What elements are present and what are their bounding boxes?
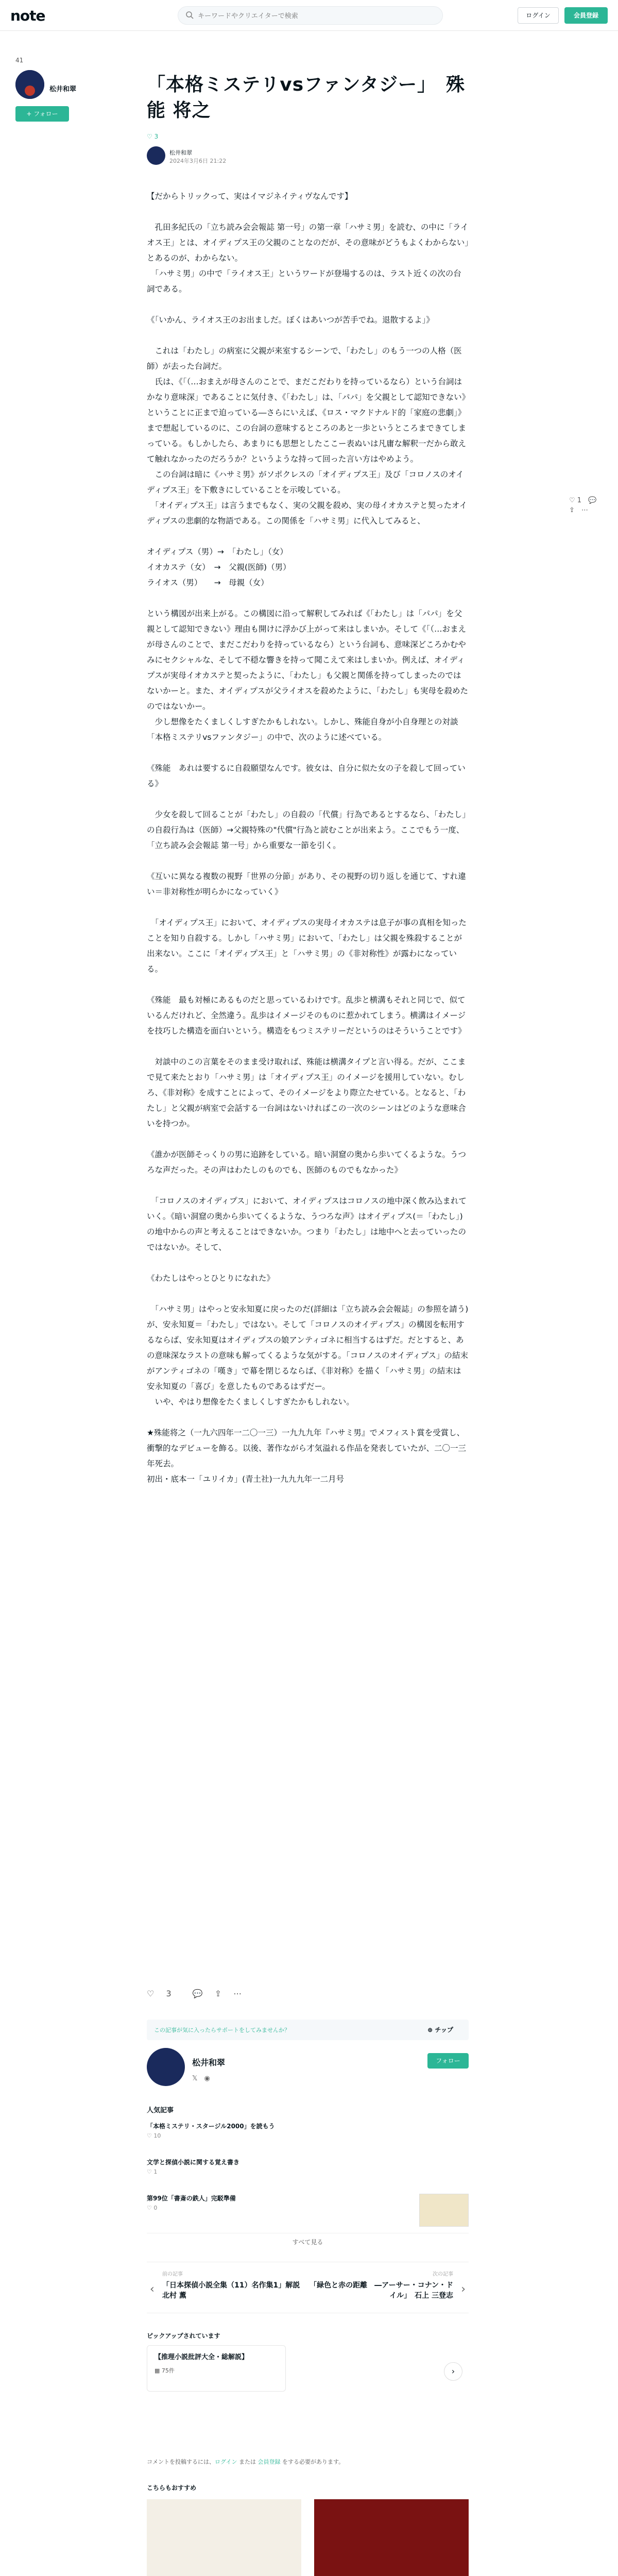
prev-article-link[interactable]: 前の記事 「日本探偵小説全集（11）名作集1」解説 北村 薫: [162, 2272, 307, 2300]
heart-icon: ♡: [147, 1989, 154, 1998]
follow-button[interactable]: + フォロー: [15, 106, 69, 122]
article-paragraphs: [147, 189, 469, 1487]
article-paragraph: 《殊能 最も対極にあるものだと思っているわけです。乱歩と横溝もそれと同じで、似ているんだけれど、全然違う。乱歩はイメージそのものに惹かれてしまう。横溝はイメージを技巧した構造を面白いという。構造をもつミステリーだというのはそういうことです》: [147, 995, 466, 1036]
article-paragraph: 《「いかん、ライオス王のお出ましだ。ぼくはあいつが苦手でね。退散するよ」》: [147, 315, 434, 325]
view-count: 41: [15, 57, 24, 64]
left-sidebar: [15, 57, 98, 122]
x-icon[interactable]: 𝕏: [192, 2075, 198, 2082]
author-row: [147, 146, 469, 168]
search-box[interactable]: [178, 6, 443, 25]
article-paragraph: これは「わたし」の病室に父親が来室するシーンで、「わたし」のもう一つの人格（医師）が去った台詞だ。 氏は、《「（…おまえが母さんのことで、まだこだわりを持っているなら）という台詞はかなり意味深」であることに気付き、《「わたし」は、「パパ」を父親として認知できない》ということに正まで迫っている―さらにいえば、《ロス・マクドナルド的「家庭の悲劇」》まで想起しているのに、この台詞の意味するところのあと一歩というところまできてしまっている。もしかしたら、あまりにも思想としたここー表ぬいは凡庸な解釈一だから敢えて触れなかったのだろうか？というような持って回った言い方はやめよう。 この台詞は暗に《ハサミ男》がソポクレスの「オイディプス王」及び「コロノスのオイディプス王」を下敷きにしていることを示唆している。 「オイディプス王」は言うまでもなく、実の父親を殺め、実の母イオカステと契ったオイディプスの悲劇的な物語である。この関係を「ハサミ男」に代入してみると、: [147, 346, 468, 526]
article-paragraph: 《誰かが医師そっくりの男に追跡をしている。暗い洞窟の奥から歩いてくるような。うつろな声だった。その声はわたしのものでも、医師のものでもなかった》: [147, 1150, 467, 1175]
support-bar: [147, 2020, 469, 2040]
chevron-right-icon[interactable]: ›: [461, 2283, 466, 2296]
article-paragraph: オイディプス（男）→ 「わたし」（女） イオカステ（女） → 父親(医師)（男） ライオス（男） → 母親（女）: [147, 547, 291, 587]
publish-date: 2024年3月6日 21:22: [169, 158, 227, 164]
article-paragraph: 「ハサミ男」はやっと安永知夏に戻ったのだ(詳細は「立ち読み会会報誌」の参照を請う)が、安永知夏＝「わたし」ではない。そして「コロノスのオイディプス」の構図を転用するならば、安永知夏はオイディプスの娘アンティゴネに相当するはずだ。だとすると、あの意味深なラストの意味も解ってくるような気がする。「コロノスのオイディプス」の結末がアンティゴネの「嘆き」で幕を閉じるならば、《非対称》を描く「ハサミ男」の結末は安永知夏の「喜び」を意したものであるはずだー。 いや、やはり想像をたくましくしすぎたかもしれない。: [147, 1304, 469, 1406]
comment-note: コメントを投稿するには、ログイン または 会員登録 をする必要があります。: [147, 2459, 345, 2465]
social-icons[interactable]: [192, 2073, 210, 2082]
rec-grid: [147, 2499, 469, 2576]
see-all-link[interactable]: すべて見る: [147, 2233, 469, 2250]
page-title: 「本格ミステリvsファンタジー」 殊能 将之: [147, 74, 466, 121]
rss-icon[interactable]: ◉: [204, 2075, 210, 2082]
article-body: [147, 72, 469, 1502]
register-link[interactable]: 会員登録: [258, 2459, 281, 2465]
rec-thumbnail[interactable]: [147, 2499, 301, 2576]
article-paragraph: 「コロノスのオイディプス」において、オイディプスはコロノスの地中深く飲み込まれていく。《暗い洞窟の奥から歩いてくるような、うつろな声》はオイディプス(＝「わたし」)の地中からの声と考えることはできないか。つまり「わたし」は地中へと去っていったのではないか。そして、: [147, 1196, 467, 1252]
pickup-section: [147, 2331, 469, 2392]
like-count: 3: [154, 133, 159, 140]
list-item[interactable]: 第99位「書斎の鉄人」完駁準備 ♡ 0: [147, 2194, 469, 2230]
search-icon: [185, 11, 194, 19]
magazine-card[interactable]: 【推理小説批評大全・総解説】 ▦ 75件: [147, 2345, 286, 2392]
article-paragraph: ★殊能将之（一九六四年一二〇一三）一九九九年『ハサミ男』でメフィスト賞を受賞し、衝撃的なデビューを飾る。以後、著作ながら才気溢れる作品を発表していたが、二〇一三年死去。 初出・底本一「ユリイカ」(青土社)一九九九年一二月号: [147, 1428, 467, 1484]
article-paragraph: という構図が出来上がる。この構図に沿って解釈してみれば《「わたし」は「パパ」を父親として認知できない》理由も開けに浮かび上がって来はしまいか。そして《「（…おまえが母さんのことで、まだこだわりを持っているなら）という台詞も、意味深どころかむやみにセクシャルな、そして不穏な響きを持って聞こえて来はしまいか。例えば、オイディプスが実母イオカステと契ったように、「わたし」も父親と関係を持ってしまったのではないかーと。また、オイディプスが父ライオスを殺めたように、「わたし」も実母を殺めたのではないかー。 少し想像をたくましくしすぎたかもしれない。しかし、殊能自身が小自身理との対談「本格ミステリvsファンタジー」の中で、次のように述べている。: [147, 609, 469, 742]
like-button[interactable]: ♡ 3: [147, 1989, 171, 1998]
heart-icon: ♡: [569, 497, 575, 504]
rec-card[interactable]: [314, 2499, 469, 2576]
list-item[interactable]: 「本格ミステリ・スタージル2000」を読もう ♡ 10: [147, 2123, 275, 2139]
rec-card[interactable]: [147, 2499, 301, 2576]
avatar[interactable]: [147, 146, 165, 165]
article-paragraph: 《互いに異なる複数の視野「世界の分節」があり、その視野の切り返しを通じて、すれ違い＝非対称性が明らかになっていく》: [147, 872, 466, 896]
article-paragraph: 少女を殺して回ることが「わたし」の自殺の「代償」行為であるとするなら、「わたし」の自殺行為は（医師）→父親特殊の"代償"行為と読むことが出来よう。ここでもう一度、「立ち読み会会報誌 第一号」から重要な一節を引く。: [147, 810, 467, 850]
heart-icon: ♡: [147, 2205, 154, 2211]
like-button[interactable]: ♡ 1: [569, 497, 582, 504]
article-paragraph: 孔田多紀氏の「立ち読み会会報誌 第一号」の第一章「ハサミ男」を読む、の中に「ライオス王」とは、オイディプス王の父親のことなのだが、その意味がどうもよくわからない」とあるのが、わからない。 「ハサミ男」の中で「ライオス王」というワードが登場するのは、ラスト近くの次の台詞である。: [147, 223, 469, 294]
author-name[interactable]: 松井和翠: [192, 2058, 226, 2067]
note-logo[interactable]: note: [10, 7, 45, 24]
more-icon[interactable]: ⋯: [581, 506, 588, 514]
heart-icon: ♡: [147, 2132, 154, 2139]
avatar-image-icon: [15, 70, 44, 99]
login-link[interactable]: ログイン: [215, 2459, 237, 2465]
rec-thumbnail[interactable]: [314, 2499, 469, 2576]
article-paragraph: 《わたしはやっとひとりになれた》: [147, 1274, 275, 1283]
comment-icon[interactable]: 💬: [192, 1989, 203, 1998]
share-icon[interactable]: ⇪: [214, 1989, 222, 1998]
more-icon[interactable]: ⋯: [233, 1989, 242, 1998]
like-indicator[interactable]: [147, 133, 469, 140]
article-paragraph: 《殊能 あれは要するに自殺願望なんです。彼女は、自分に似た女の子を殺して回っている》: [147, 764, 466, 788]
next-article-link[interactable]: 次の記事 「緑色と赤の距離 ―アーサー・コナン・ドイル」 石上 三登志: [310, 2272, 453, 2300]
tip-button[interactable]: ⊕ チップ: [427, 2026, 453, 2033]
site-header: [0, 0, 618, 31]
author-name[interactable]: 松井和翠: [49, 86, 77, 93]
article-paragraph: 対談中のこの言葉をそのまま受け取れば、殊能は横溝タイプと言い得る。だが、ここまで見て来たとおり「ハサミ男」は「オイディプス王」のイメージを援用していない。むしろ、《非対称》を成すことによって、そのイメージをより際立たせている。となると、「わたし」と父親が病室で会話する一台詞はないければこの一次のシーンはどのような意味合いを持つか。: [147, 1057, 466, 1128]
article-paragraph: 「オイディプス王」において、オイディプスの実母イオカステは息子が事の真相を知ったことを知り自殺する。しかし「ハサミ男」において、「わたし」は父親を殊殺することが出来ない。ここに「オイディプス王」と「ハサミ男」の《非対称性》が露わになっている。: [147, 918, 467, 974]
author-name[interactable]: 松井和翠: [169, 149, 192, 156]
share-icon[interactable]: ⇪: [569, 506, 575, 514]
chevron-right-icon[interactable]: ›: [444, 2362, 462, 2381]
comment-icon[interactable]: 💬: [588, 497, 597, 504]
list-item[interactable]: 文学と探偵小説に関する覚え書き ♡ 1: [147, 2159, 240, 2175]
register-button[interactable]: 会員登録: [564, 7, 608, 24]
popular-articles: [147, 2105, 469, 2250]
tip-icon: ⊕: [427, 2026, 435, 2033]
section-heading: 人気記事: [147, 2107, 174, 2114]
article-navigation: [147, 2262, 469, 2313]
recommendations: [147, 2483, 469, 2576]
chevron-left-icon[interactable]: ‹: [150, 2283, 154, 2296]
support-text: この記事が気に入ったらサポートをしてみませんか？: [154, 2027, 290, 2033]
section-heading: ピックアップされています: [147, 2332, 220, 2340]
section-heading: こちらもおすすめ: [147, 2484, 197, 2492]
search-input[interactable]: [198, 10, 435, 22]
article-paragraph: 【だからトリックって、実はイマジネイティヴなんです】: [147, 192, 353, 201]
avatar[interactable]: [15, 70, 44, 99]
heart-icon: ♡: [147, 2168, 154, 2175]
follow-button[interactable]: フォロー: [427, 2053, 469, 2069]
avatar[interactable]: [147, 2048, 185, 2086]
thumbnail[interactable]: [419, 2194, 469, 2227]
login-button[interactable]: ログイン: [518, 7, 559, 24]
floating-actions: [569, 495, 610, 514]
article-actions: [147, 1989, 469, 2009]
heart-icon: ♡: [147, 133, 154, 140]
article-count-icon: ▦: [154, 2367, 162, 2374]
